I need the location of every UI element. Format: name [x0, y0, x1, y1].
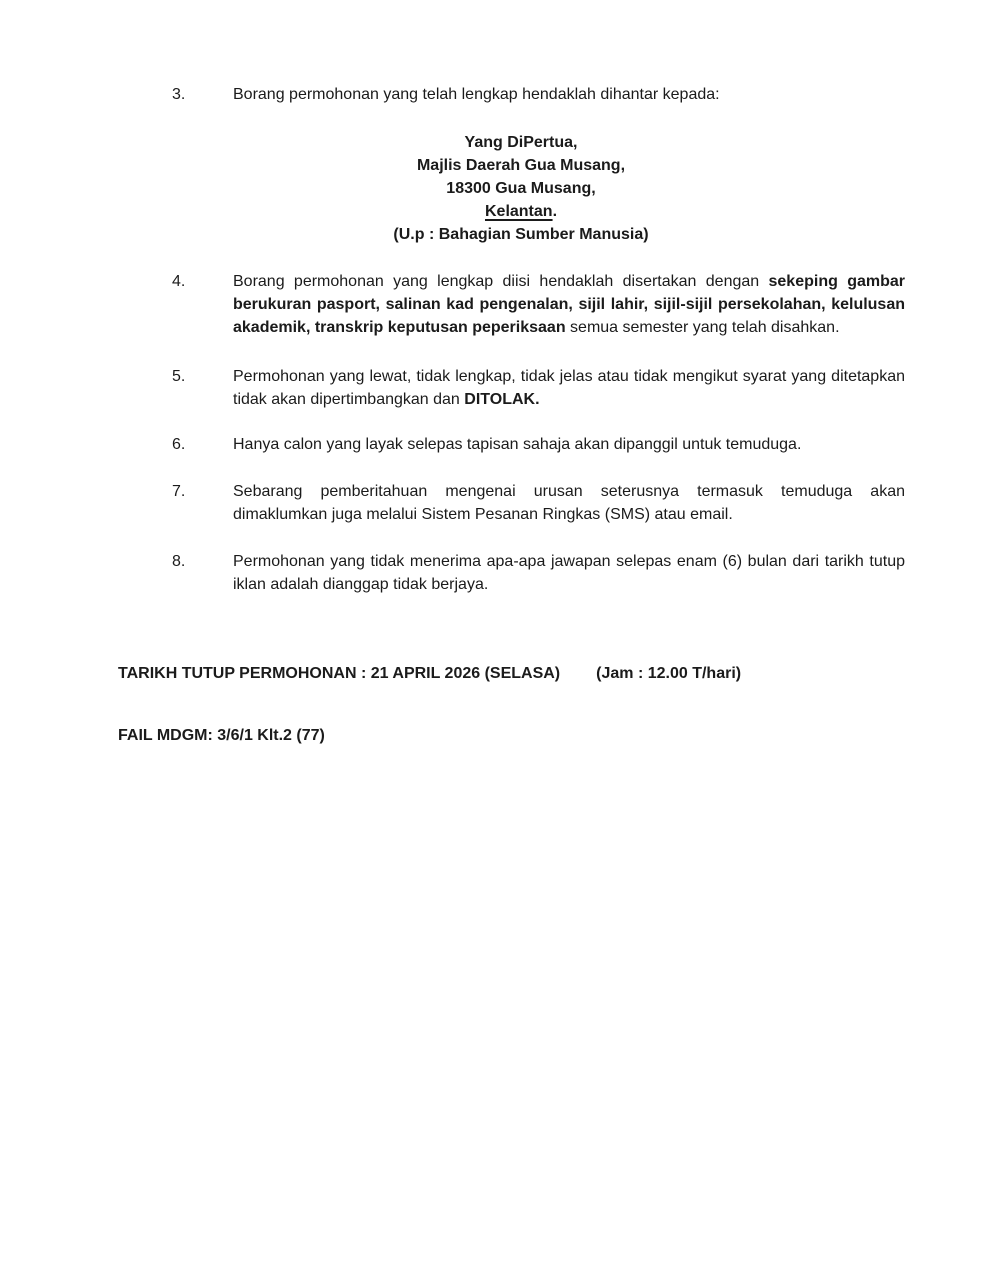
closing-time-text: (Jam : 12.00 T/hari)	[596, 665, 742, 682]
file-reference-line: FAIL MDGM: 3/6/1 Klt.2 (77)	[118, 727, 325, 744]
item-text: Borang permohonan yang lengkap diisi hendaklah disertakan dengan sekeping gambar berukuran pasport, salinan kad pengenalan, sijil lahir, sijil-sijil persekolahan, kelulusan akademik, transkrip keputusan peperiksaan semua semester yang telah disahkan.	[233, 273, 905, 336]
list-item-5	[172, 365, 905, 411]
closing-date-line	[118, 662, 905, 685]
address-line-organization: Majlis Daerah Gua Musang,	[416, 157, 626, 174]
item-text: Sebarang pemberitahuan mengenai urusan seterusnya termasuk temuduga akan dimaklumkan juga melalui Sistem Pesanan Ringkas (SMS) atau email.	[233, 483, 905, 523]
item-number: 8.	[172, 553, 186, 570]
item-number: 4.	[172, 273, 186, 290]
list-item-6	[172, 433, 905, 456]
address-block	[137, 131, 905, 246]
address-line-attention: (U.p : Bahagian Sumber Manusia)	[393, 226, 649, 243]
address-line-recipient: Yang DiPertua,	[464, 134, 578, 151]
closing-date-text: TARIKH TUTUP PERMOHONAN : 21 APRIL 2026 (SELASA)	[118, 665, 561, 682]
item-number: 5.	[172, 368, 186, 385]
address-line-postcode-city: 18300 Gua Musang,	[446, 180, 596, 197]
item-text: Permohonan yang tidak menerima apa-apa jawapan selepas enam (6) bulan dari tarikh tutup iklan adalah dianggap tidak berjaya.	[233, 553, 905, 593]
item-number: 7.	[172, 483, 186, 500]
item-text: Borang permohonan yang telah lengkap hendaklah dihantar kepada:	[233, 86, 720, 103]
list-item-4	[172, 270, 905, 339]
list-item-8	[172, 550, 905, 596]
item-text: Hanya calon yang layak selepas tapisan sahaja akan dipanggil untuk temuduga.	[233, 436, 802, 453]
item-number: 6.	[172, 436, 186, 453]
list-item-3	[172, 83, 905, 106]
list-item-7	[172, 480, 905, 526]
address-line-state: Kelantan.	[484, 203, 558, 220]
item-text: Permohonan yang lewat, tidak lengkap, tidak jelas atau tidak mengikut syarat yang ditetapkan tidak akan dipertimbangkan dan DITOLAK.	[233, 368, 905, 408]
item-number: 3.	[172, 86, 186, 103]
